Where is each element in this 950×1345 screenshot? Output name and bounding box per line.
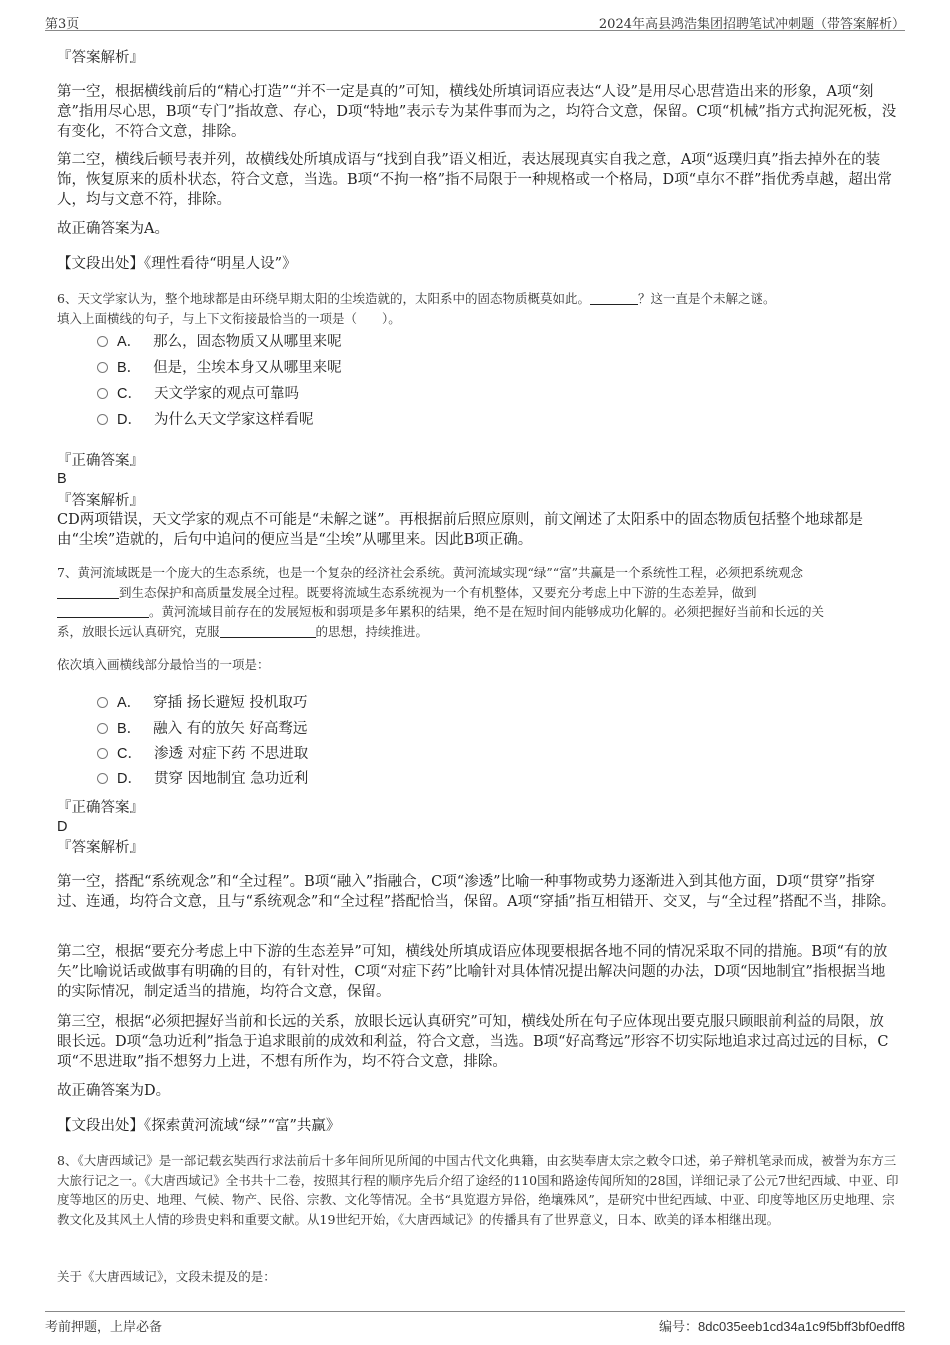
q6-analysis-label: 『答案解析』 (57, 493, 144, 509)
q7-conclusion: 故正确答案为D。 (57, 1083, 171, 1099)
q7-stem: 7、黄河流域既是一个庞大的生态系统，也是一个复杂的经济社会系统。黄河流域实现“绿”“富”共赢是一个系统性工程，必须把系统观念 到生态保护和高质量发展全过程。既要将流域生态系统视为一个有机整体，又要充分考虑上中下游的生态差异，做到 。黄河流域目前存在的发展短板和弱项是多年累积的结果，绝不是在短时间内能够成功化解的。必须把握好当前和长远的关 系，放眼长远认真研究，克服 的思想，持续推进。 (57, 565, 825, 639)
radio-icon[interactable] (97, 414, 108, 425)
radio-icon[interactable] (97, 748, 108, 759)
q7-answer: D (57, 819, 68, 835)
q7-answer-label: 『正确答案』 (57, 800, 144, 816)
radio-icon[interactable] (97, 388, 108, 399)
q8-stem: 8、《大唐西域记》是一部记载玄奘西行求法前后十多年间所见所闻的中国古代文化典籍，由玄奘奉唐太宗之敕令口述，弟子辩机笔录而成，被誉为东方三大旅行记之一。《大唐西域记》全书共十二卷，按照其行程的顺序先后介绍了途经的110国和路途传闻所知的28国，详细记录了公元7世纪西域、中亚、印度等地区的历史、地理、气候、物产、民俗、宗教、文化等情况。全书“具览遐方异俗，绝壤殊风”，是研究中世纪西域、中亚、印度等地区历史地理、宗教文化及其风土人情的珍贵史料和重要文献。从19世纪开始，《大唐西域记》的传播具有了世界意义，日本、欧美的译本相继出现。 (57, 1153, 899, 1227)
q6-option-d[interactable]: D． 为什么天文学家这样看呢 (97, 410, 313, 430)
q5-analysis-para1: 第一空，根据横线前后的“精心打造”“并不一定是真的”可知，横线处所填词语应表达“人设”是用尽心思营造出来的形象，A项“刻意”指用尽心思，B项“专门”指故意、存心，D项“特地”表示专为某件事而为之，均符合文意，保留。C项“机械”指方式拘泥死板，没有变化，不符合文意，排除。 (57, 84, 897, 140)
radio-icon[interactable] (97, 723, 108, 734)
q7-option-c[interactable]: C． 渗透 对症下药 不思进取 (97, 744, 308, 764)
radio-icon[interactable] (97, 773, 108, 784)
q7-source: 【文段出处】《探索黄河流域“绿”“富”共赢》 (57, 1118, 341, 1134)
q6-answer: B (57, 471, 67, 487)
page-number: 第3页 (45, 17, 80, 32)
q6-answer-label: 『正确答案』 (57, 453, 144, 469)
page-header (45, 10, 905, 31)
radio-icon[interactable] (97, 362, 108, 373)
footer-slogan: 考前押题，上岸必备 (45, 1320, 163, 1335)
q7-blank-1 (57, 585, 119, 599)
radio-icon[interactable] (97, 697, 108, 708)
q6-stem: 6、天文学家认为，整个地球都是由环绕早期太阳的尘埃造就的，太阳系中的固态物质概莫如此。 ？这一直是个未解之谜。 填入上面横线的句子，与上下文衔接最恰当的一项是（ ）。 (57, 291, 776, 326)
q6-option-b[interactable]: B． 但是，尘埃本身又从哪里来呢 (97, 358, 342, 378)
page-footer (45, 1311, 905, 1336)
q7-analysis-para3: 第三空，根据“必须把握好当前和长远的关系，放眼长远认真研究”可知，横线处所在句子应体现出要克服只顾眼前利益的局限，放眼长远。D项“急功近利”指急于追求眼前的成效和利益，符合文意，当选。B项“好高骛远”形容不切实际地追求过高过远的目标，C项“不思进取”指不想努力上进，不想有所作为，均不符合文意，排除。 (57, 1014, 889, 1070)
q5-source: 【文段出处】《理性看待“明星人设”》 (57, 256, 297, 272)
q5-analysis-para2: 第二空，横线后顿号表并列，故横线处所填成语与“找到自我”语义相近，表达展现真实自我之意，A项“返璞归真”指去掉外在的装饰，恢复原来的质朴状态，符合文意，当选。B项“不拘一格”指不局限于一种规格或一个格局，D项“卓尔不群”指优秀卓越，超出常人，均与文意不符，排除。 (57, 152, 892, 208)
q7-option-d[interactable]: D． 贯穿 因地制宜 急功近利 (97, 769, 308, 789)
q7-blank-2 (57, 604, 149, 618)
document-title: 2024年高县鸿浩集团招聘笔试冲刺题（带答案解析） (598, 17, 905, 32)
q7-analysis-para2: 第二空，根据“要充分考虑上中下游的生态差异”可知，横线处所填成语应体现要根据各地不同的情况采取不同的措施。B项“有的放矢”比喻说话或做事有明确的目的，有针对性，C项“对症下药”比喻针对具体情况提出解决问题的办法，D项“因地制宜”指根据当地的实际情况，制定适当的措施，均符合文意，保留。 (57, 944, 888, 1000)
q7-option-a[interactable]: A． 穿插 扬长避短 投机取巧 (97, 693, 307, 713)
q7-option-b[interactable]: B． 融入 有的放矢 好高骛远 (97, 719, 307, 739)
q6-option-a[interactable]: A． 那么，固态物质又从哪里来呢 (97, 332, 342, 352)
radio-icon[interactable] (97, 336, 108, 347)
q6-analysis: CD两项错误，天文学家的观点不可能是“未解之谜”。再根据前后照应原则，前文阐述了太阳系中的固态物质包括整个地球都是由“尘埃”造就的，后句中追问的便应当是“尘埃”从哪里来。因此B项正确。 (57, 512, 864, 548)
document-code: 编号：8dc035eeb1cd34a1c9f5bff3bf0edff8 (659, 1319, 905, 1334)
q6-blank (590, 291, 638, 305)
q8-prompt: 关于《大唐西域记》，文段未提及的是： (57, 1269, 276, 1284)
q7-prompt: 依次填入画横线部分最恰当的一项是： (57, 657, 270, 672)
q7-blank-3 (220, 624, 316, 638)
q7-analysis-label: 『答案解析』 (57, 840, 144, 856)
q6-option-c[interactable]: C． 天文学家的观点可靠吗 (97, 384, 299, 404)
q5-analysis-label: 『答案解析』 (57, 50, 144, 66)
q5-conclusion: 故正确答案为A。 (57, 221, 169, 237)
q7-analysis-para1: 第一空，搭配“系统观念”和“全过程”。B项“融入”指融合，C项“渗透”比喻一种事物或势力逐渐进入到其他方面，D项“贯穿”指穿过、连通，均符合文意，且与“系统观念”和“全过程”搭配恰当，保留。A项“穿插”指互相错开、交叉，与“全过程”搭配不当，排除。 (57, 874, 896, 910)
